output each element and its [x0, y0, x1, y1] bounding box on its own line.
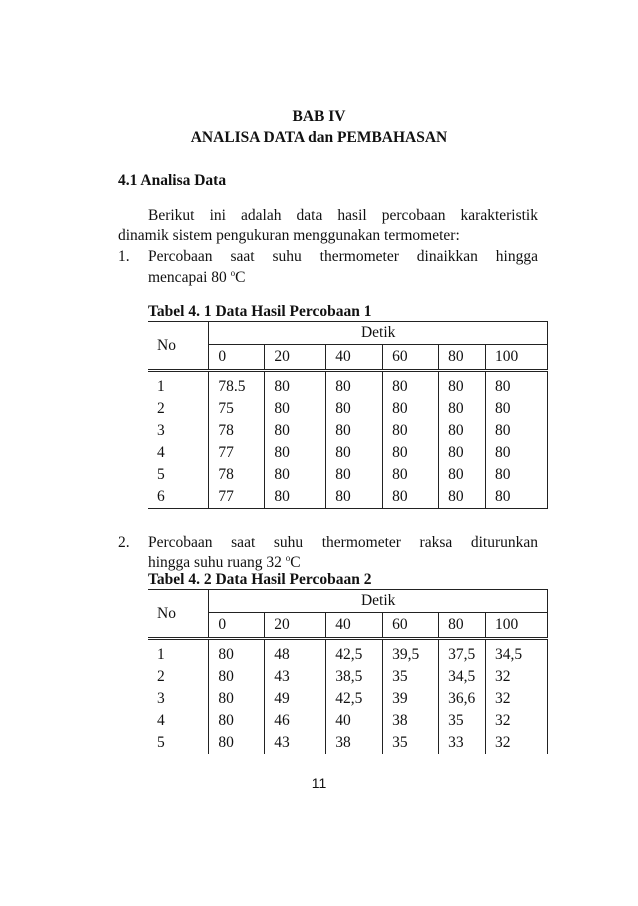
table2-cell: 39,5	[383, 639, 439, 667]
item1-number: 1.	[118, 248, 130, 265]
table2-row-no: 5	[157, 734, 165, 751]
table-row	[148, 639, 548, 667]
table1-detik-header: Detik	[209, 322, 548, 345]
table1-cell: 80	[326, 420, 383, 442]
table1-row-no: 3	[157, 422, 165, 439]
page-number: 11	[311, 775, 327, 791]
table1-row-no: 4	[157, 444, 165, 461]
table1-cell: 80	[439, 371, 486, 399]
table2-cell: 34,5	[439, 666, 486, 688]
intro-line-2: dinamik sistem pengukuran menggunakan termometer:	[118, 227, 460, 244]
table1-row-no: 1	[157, 378, 165, 395]
table-row	[148, 666, 548, 688]
table-row	[148, 710, 548, 732]
table1-cell: 80	[486, 398, 548, 420]
table2-cell: 33	[439, 732, 486, 754]
table2-cell: 35	[383, 666, 439, 688]
table1-col-header: 40	[326, 345, 383, 371]
table2-cell: 80	[209, 666, 265, 688]
table2-cell: 46	[265, 710, 326, 732]
table2-caption: Tabel 4. 2 Data Hasil Percobaan 2	[148, 571, 372, 588]
item1-unit: C	[235, 269, 246, 286]
table2-cell: 38,5	[326, 666, 383, 688]
table1-cell: 80	[265, 442, 326, 464]
table2-cell: 48	[265, 639, 326, 667]
table-row	[148, 442, 548, 464]
chapter-label: BAB IV	[292, 108, 346, 125]
table1-cell: 80	[383, 398, 439, 420]
table1-cell: 80	[486, 442, 548, 464]
table1-cell: 80	[383, 371, 439, 399]
table1-cell: 80	[326, 464, 383, 486]
table1-cell: 80	[265, 420, 326, 442]
table2-cell: 43	[265, 666, 326, 688]
table2-col-header: 80	[439, 613, 486, 639]
table-row	[148, 732, 548, 754]
table1-cell: 80	[326, 486, 383, 509]
table1-cell: 80	[265, 464, 326, 486]
table2-no-header: No	[148, 590, 209, 639]
table2-cell: 32	[486, 688, 548, 710]
table2-cell: 80	[209, 639, 265, 667]
table-row	[148, 420, 548, 442]
table1-cell: 80	[326, 442, 383, 464]
table1-cell: 80	[383, 442, 439, 464]
table1-row-no: 2	[157, 400, 165, 417]
table1-col-header: 20	[265, 345, 326, 371]
table2-detik-header: Detik	[209, 590, 548, 613]
table1-cell: 80	[486, 420, 548, 442]
table1-cell: 80	[486, 464, 548, 486]
table1-cell: 80	[383, 464, 439, 486]
table-row	[148, 398, 548, 420]
table2-cell: 80	[209, 732, 265, 754]
table2-cell: 43	[265, 732, 326, 754]
table1-no-header: No	[148, 322, 209, 371]
item2-line-2	[148, 553, 301, 572]
table1-cell: 80	[265, 486, 326, 509]
table2-cell: 32	[486, 710, 548, 732]
table2-col-header: 60	[383, 613, 439, 639]
table2-cell: 32	[486, 666, 548, 688]
table2-cell: 40	[326, 710, 383, 732]
table2-cell: 35	[383, 732, 439, 754]
table2-cell: 80	[209, 688, 265, 710]
table2-row-no: 4	[157, 712, 165, 729]
table1-col-header: 100	[486, 345, 548, 371]
table1-cell: 80	[383, 420, 439, 442]
table1-cell: 80	[265, 398, 326, 420]
table2-cell: 38	[326, 732, 383, 754]
table2-row-no: 1	[157, 646, 165, 663]
table1-caption: Tabel 4. 1 Data Hasil Percobaan 1	[148, 303, 372, 320]
table2-cell: 39	[383, 688, 439, 710]
table1-cell: 80	[439, 398, 486, 420]
section-heading: 4.1 Analisa Data	[118, 172, 227, 189]
table2-cell: 32	[486, 732, 548, 754]
table2	[148, 589, 548, 754]
table2-cell: 80	[209, 710, 265, 732]
intro-line-1: Berikut ini adalah data hasil percobaan karakteristik	[148, 207, 538, 224]
item2-line-1: Percobaan saat suhu thermometer raksa diturunkan	[148, 534, 538, 551]
item2-number: 2.	[118, 534, 130, 551]
item1-line-2-prefix: mencapai 80	[148, 269, 231, 286]
table-row	[148, 464, 548, 486]
table2-col-header: 40	[326, 613, 383, 639]
table1-cell: 80	[439, 442, 486, 464]
table2-row-no: 2	[157, 668, 165, 685]
table2-col-header: 0	[209, 613, 265, 639]
item2-degree: o	[285, 553, 291, 563]
table1-cell: 78.5	[209, 371, 265, 399]
item1-line-2	[148, 268, 245, 287]
table1	[148, 321, 548, 509]
table1-col-header: 60	[383, 345, 439, 371]
table-row	[148, 486, 548, 509]
table2-cell: 42,5	[326, 688, 383, 710]
table1-col-header: 0	[209, 345, 265, 371]
table1-cell: 77	[209, 486, 265, 509]
item1-degree: o	[230, 268, 236, 278]
table-row	[148, 371, 548, 399]
table1-row-no: 6	[148, 486, 209, 509]
table1-cell: 80	[265, 371, 326, 399]
item1-line-1: Percobaan saat suhu thermometer dinaikkan hingga	[148, 248, 538, 265]
table1-row-no: 5	[157, 466, 165, 483]
table1-cell: 75	[209, 398, 265, 420]
table1-cell: 80	[439, 464, 486, 486]
table-row	[148, 688, 548, 710]
table1-cell: 77	[209, 442, 265, 464]
table1-cell: 78	[209, 420, 265, 442]
table1-cell: 78	[209, 464, 265, 486]
table1-col-header: 80	[439, 345, 486, 371]
chapter-title: ANALISA DATA dan PEMBAHASAN	[190, 129, 448, 146]
table2-cell: 34,5	[486, 639, 548, 667]
table2-cell: 37,5	[439, 639, 486, 667]
table2-cell: 49	[265, 688, 326, 710]
table2-cell: 38	[383, 710, 439, 732]
table1-cell: 80	[326, 398, 383, 420]
table2-cell: 42,5	[326, 639, 383, 667]
table2-col-header: 100	[486, 613, 548, 639]
item2-line-2-prefix: hingga suhu ruang 32	[148, 554, 286, 571]
table1-cell: 80	[383, 486, 439, 509]
table1-cell: 80	[486, 486, 548, 509]
table1-cell: 80	[326, 371, 383, 399]
item2-unit: C	[290, 554, 301, 571]
table1-cell: 80	[439, 420, 486, 442]
table2-row-no: 3	[157, 690, 165, 707]
table2-col-header: 20	[265, 613, 326, 639]
table2-cell: 36,6	[439, 688, 486, 710]
table1-cell: 80	[439, 486, 486, 509]
table2-cell: 35	[439, 710, 486, 732]
table1-cell: 80	[486, 371, 548, 399]
